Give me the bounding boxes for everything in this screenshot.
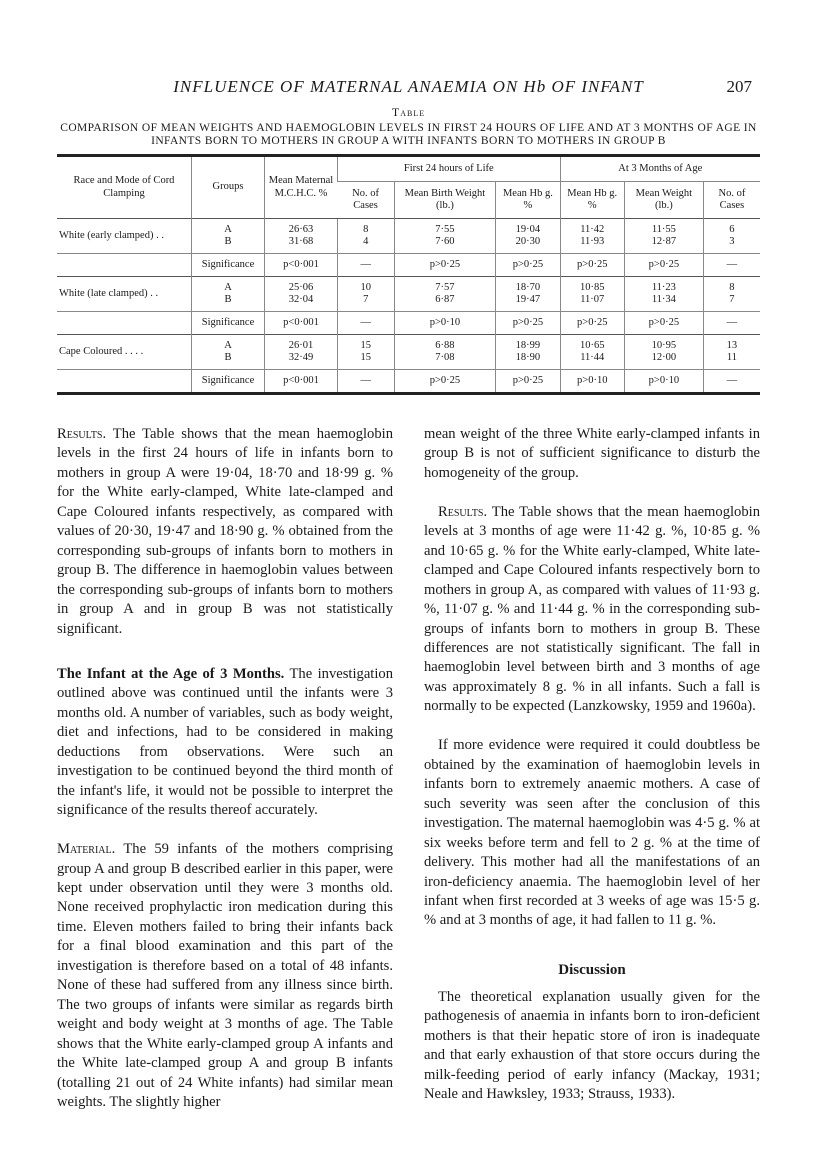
run-in-heading: Material. [57, 841, 116, 858]
cases1-cell: 10 7 [338, 277, 395, 312]
table-row [57, 219, 760, 254]
paragraph [424, 503, 760, 717]
hb1-cell: 19·04 20·30 [496, 219, 560, 254]
race-cell: Cape Coloured . . . . [57, 335, 192, 370]
mchc-cell: 25·06 32·04 [265, 277, 338, 312]
race-cell: White (late clamped) . . [57, 277, 192, 312]
empty-cell [57, 254, 192, 277]
header-cases-2: No. of Cases [703, 182, 760, 219]
significance-row [57, 254, 760, 277]
empty-cell [57, 370, 192, 394]
running-title: INFLUENCE OF MATERNAL ANAEMIA ON Hb OF INFANT [173, 77, 644, 96]
table-caption: COMPARISON OF MEAN WEIGHTS AND HAEMOGLOBIN LEVELS IN FIRST 24 HOURS OF LIFE AND AT 3 MONTHS OF AGE IN INFANTS BORN TO MOTHERS IN GROUP A WITH INFANTS BORN TO MOTHERS IN GROUP B [60, 122, 757, 147]
race-cell: White (early clamped) . . [57, 219, 192, 254]
w2-significance: p>0·25 [624, 312, 703, 335]
mchc-significance: p<0·001 [265, 254, 338, 277]
hb1-significance: p>0·25 [496, 370, 560, 394]
cases2-significance: — [703, 254, 760, 277]
paragraph [57, 840, 393, 1112]
right-column [424, 425, 760, 1132]
header-weight-2: Mean Weight (lb.) [624, 182, 703, 219]
empty-cell [57, 312, 192, 335]
significance-row [57, 312, 760, 335]
hb2-significance: p>0·25 [560, 254, 624, 277]
hb2-cell: 10·65 11·44 [560, 335, 624, 370]
hb1-significance: p>0·25 [496, 312, 560, 335]
paragraph-text: The investigation outlined above was continued until the infants were 3 months old. A number of variables, such as body weight, diet and infections, had to be considered in making deductions from observations. Were such an investigation to be continued beyond the third month of the infant's life, it would not be possible to interpret the significance of the results thereof accurately. [57, 665, 394, 819]
w2-significance: p>0·10 [624, 370, 703, 394]
paragraph: The theoretical explanation usually given for the pathogenesis of anaemia in infants born to iron-deficient mothers is that their hepatic store of iron is inadequate and that early exhaustion of that store occurs during the milk-feeding period of early infancy (Mackay, 1931; Neale and Hawksley, 1933; Strauss, 1933). [424, 988, 760, 1103]
groups-cell: A B [192, 277, 265, 312]
significance-label: Significance [192, 254, 265, 277]
header-cases-1: No. of Cases [338, 182, 395, 219]
discussion-heading: Discussion [558, 961, 626, 978]
bw-cell: 7·57 6·87 [394, 277, 496, 312]
header-3-months: At 3 Months of Age [560, 156, 760, 182]
groups-cell: A B [192, 335, 265, 370]
cases1-significance: — [338, 312, 395, 335]
body-columns [57, 425, 760, 1132]
bw-cell: 6·88 7·08 [394, 335, 496, 370]
significance-row [57, 370, 760, 394]
cases1-cell: 8 4 [338, 219, 395, 254]
hb2-significance: p>0·25 [560, 312, 624, 335]
paragraph-text: The 59 infants of the mothers comprising group A and group B described earlier in this paper, were kept under observation until they were 3 months old. None received prophylactic iron medication during this time. Eleven mothers failed to bring their infants back for a final blood examination and this part of the investigation is therefore based on a total of 48 infants. None of these had suffered from any illness since birth. The two groups of infants were similar as regards birth weight and body weight at 3 months of age. The Table shows that the White early-clamped group A infants and the White late-clamped group A and group B infants (totalling 21 out of 24 White infants) had similar mean weights. The slightly higher [57, 841, 393, 1110]
table-row [57, 335, 760, 370]
table-row [57, 277, 760, 312]
cases2-cell: 6 3 [703, 219, 760, 254]
cases2-significance: — [703, 312, 760, 335]
paragraph-text: The Table shows that the mean haemoglobin levels in the first 24 hours of life in infants born to mothers in group A were 19·04, 18·70 and 18·99 g. % for the White early-clamped, White late-clamped and Cape Coloured infants respectively, as compared with values of 20·30, 19·47 and 18·90 g. % obtained from the corresponding sub-groups of infants born to mothers in group B. The difference in haemoglobin values between the corresponding sub-groups of infants born to mothers in group A and in group B was not statistically significant. [57, 426, 393, 637]
table-label: Table [391, 105, 426, 119]
results-table [57, 154, 760, 395]
bw-significance: p>0·10 [394, 312, 496, 335]
paragraph: mean weight of the three White early-clamped infants in group B is not of sufficient significance to disturb the homogeneity of the group. [424, 426, 760, 481]
bw-significance: p>0·25 [394, 254, 496, 277]
header-birth-weight: Mean Birth Weight (lb.) [394, 182, 496, 219]
paragraph: If more evidence were required it could doubtless be obtained by the examination of haemoglobin levels in infants born to extremely anaemic mothers. A case of such severity was seen after the conclusion of this investigation. The maternal haemoglobin was 4·5 g. % at six weeks before term and fell to 2 g. % at the time of delivery. This mother had all the manifestations of an iron-deficiency anaemia. The haemoglobin level of her infant when first recorded at 3 weeks of age was 15·5 g. % and at 3 months of age, it had fallen to 11 g. %. [424, 737, 760, 929]
paragraph-text: The Table shows that the mean haemoglobin levels at 3 months of age were 11·42 g. %, 10·85 g. % and 10·65 g. % for the White early-clamped, White late-clamped and Cape Coloured infants respectively born to mothers in group A, as compared with values of 11·93 g. %, 11·07 g. % and 11·44 g. % in the corresponding sub-groups of infants born to mothers in group B. These differences are not statistically significant. The fall in haemoglobin level between birth and 3 months of age was approximately 8 g. % in all infants. Such a fall is normally to be expected (Lanzkowsky, 1959 and 1960a). [424, 503, 760, 715]
hb2-cell: 10·85 11·07 [560, 277, 624, 312]
header-mchc: Mean Maternal M.C.H.C. % [265, 156, 338, 219]
header-first-24h: First 24 hours of Life [338, 156, 561, 182]
run-in-heading: Results. [57, 426, 107, 442]
section-heading: The Infant at the Age of 3 Months. [57, 665, 285, 682]
w2-cell: 11·23 11·34 [624, 277, 703, 312]
mchc-significance: p<0·001 [265, 370, 338, 394]
w2-significance: p>0·25 [624, 254, 703, 277]
cases1-significance: — [338, 370, 395, 394]
significance-label: Significance [192, 312, 265, 335]
cases2-significance: — [703, 370, 760, 394]
cases2-cell: 13 11 [703, 335, 760, 370]
bw-cell: 7·55 7·60 [394, 219, 496, 254]
hb2-cell: 11·42 11·93 [560, 219, 624, 254]
page-header [57, 76, 760, 100]
cases1-significance: — [338, 254, 395, 277]
mchc-cell: 26·01 32·49 [265, 335, 338, 370]
paragraph [57, 425, 393, 639]
run-in-heading: Results. [438, 503, 488, 520]
header-hb-2: Mean Hb g. % [560, 182, 624, 219]
header-race: Race and Mode of Cord Clamping [73, 175, 175, 199]
page-number: 207 [726, 77, 752, 96]
significance-label: Significance [192, 370, 265, 394]
w2-cell: 10·95 12·00 [624, 335, 703, 370]
header-hb-1: Mean Hb g. % [496, 182, 560, 219]
hb1-significance: p>0·25 [496, 254, 560, 277]
w2-cell: 11·55 12·87 [624, 219, 703, 254]
hb2-significance: p>0·10 [560, 370, 624, 394]
mchc-cell: 26·63 31·68 [265, 219, 338, 254]
paragraph [57, 665, 393, 821]
groups-cell: A B [192, 219, 265, 254]
bw-significance: p>0·25 [394, 370, 496, 394]
cases1-cell: 15 15 [338, 335, 395, 370]
hb1-cell: 18·99 18·90 [496, 335, 560, 370]
header-groups: Groups [192, 156, 265, 219]
left-column [57, 425, 393, 1132]
hb1-cell: 18·70 19·47 [496, 277, 560, 312]
mchc-significance: p<0·001 [265, 312, 338, 335]
cases2-cell: 8 7 [703, 277, 760, 312]
